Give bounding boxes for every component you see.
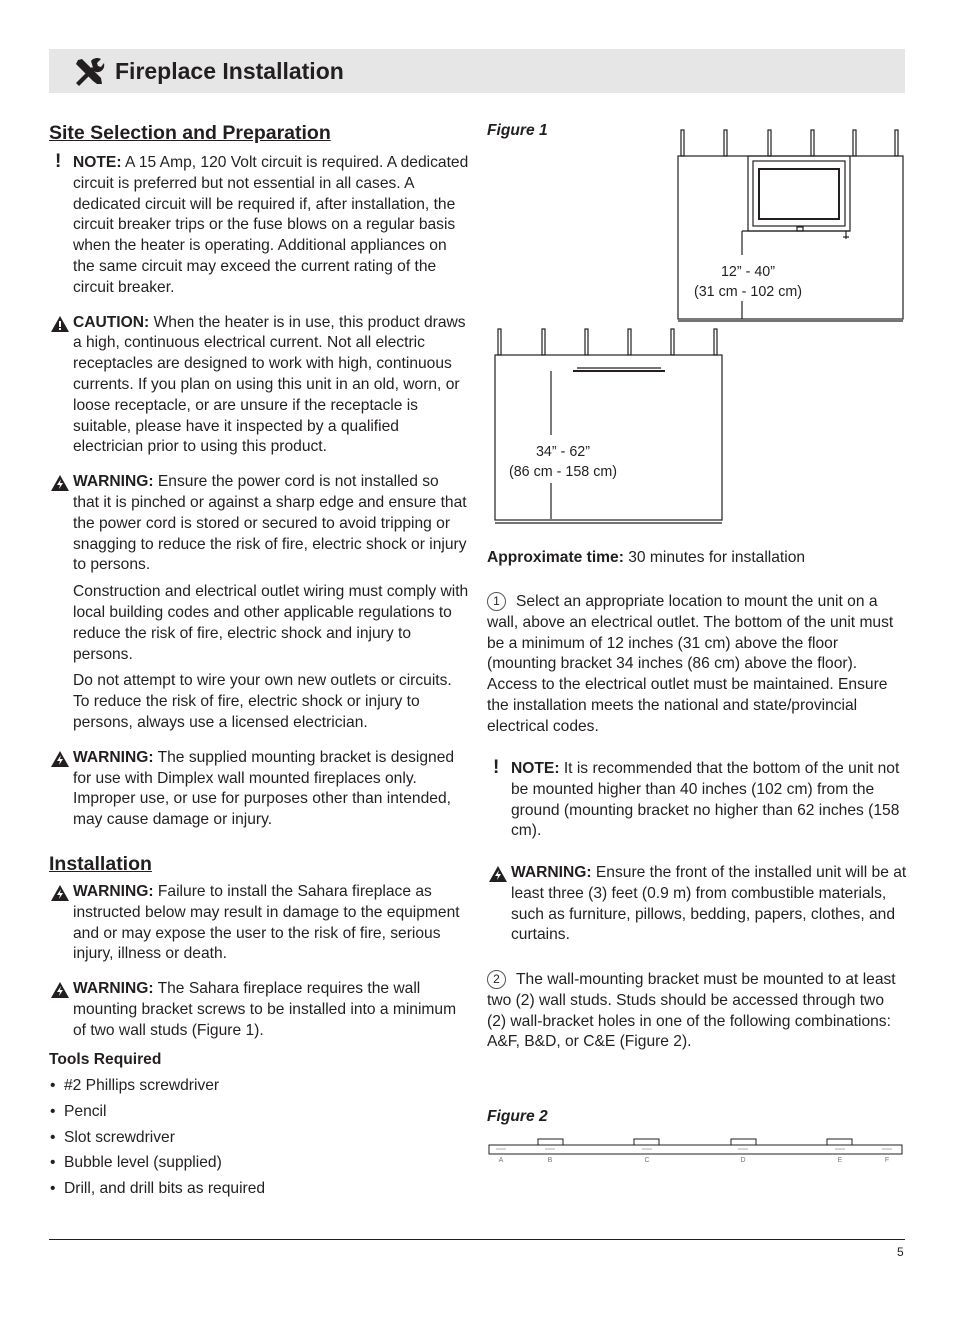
step-2: 2 The wall-mounting bracket must be mounted to at least two (2) wall studs. Studs should be accessed through two (2) wall-bracket holes in one of the following combinations: A&F, B&D, or C&E (Figure 2).	[487, 971, 896, 1051]
note-block: ! NOTE: A 15 Amp, 120 Volt circuit is required. A dedicated circuit is preferred but not essential in all cases. A dedicated circuit will be required if, after installation, the circuit breaker trips or the fuse blows on a regular basis when the heater is operating. Additional appliances on the same circuit may exceed the current rating of the circuit breaker.	[55, 151, 469, 296]
step-number: 2	[487, 970, 506, 989]
step-1: 1 Select an appropriate location to mount the unit on a wall, above an electrical outlet. The bottom of the unit must be a minimum of 12 inches (31 cm) above the floor (mounting bracket 34 inches (86 cm) above the floor). Access to the electrical outlet must be maintained. Ensure the installation meets the national and state/provincial electrical codes.	[487, 593, 894, 735]
list-item: • Drill, and drill bits as required	[49, 1176, 469, 1202]
figure-1-diagram	[487, 125, 907, 525]
hole-label: A	[498, 1157, 504, 1164]
hole-label: B	[547, 1157, 553, 1164]
page-title: Fireplace Installation	[115, 58, 344, 84]
warning-icon	[50, 884, 70, 902]
note-block: ! NOTE: It is recommended that the bottom of the unit not be mounted higher than 40 inches (102 cm) from the ground (mounting bracket no higher than 62 inches (158 cm).	[493, 757, 900, 840]
warning-icon	[50, 474, 70, 492]
exclamation-icon: !	[55, 151, 62, 172]
warning-block: WARNING: Failure to install the Sahara fireplace as instructed below may result in damage to the equipment and or may expose the user to the risk of fire, serious injury, illness or death.	[49, 882, 469, 965]
figure-1-label: Figure 1	[487, 122, 548, 139]
dimension-label: 34” - 62”	[535, 444, 591, 460]
installation-heading: Installation	[49, 852, 152, 875]
warning-icon	[50, 981, 70, 999]
tools-list	[49, 1073, 469, 1201]
warning-block: WARNING: The Sahara fireplace requires the wall mounting bracket screws to be installed into a minimum of two wall studs (Figure 1).	[49, 979, 469, 1041]
hole-label: D	[740, 1157, 746, 1164]
warning-block: WARNING: The supplied mounting bracket is designed for use with Dimplex wall mounted fireplaces only. Improper use, or use for purposes other than intended, may cause damage or injury.	[49, 748, 469, 831]
footer-divider	[49, 1239, 905, 1240]
hole-label: E	[837, 1157, 843, 1164]
site-selection-heading: Site Selection and Preparation	[49, 122, 331, 144]
dimension-label: (31 cm - 102 cm)	[693, 284, 803, 300]
left-column	[49, 122, 469, 1201]
warning-block: WARNING: Ensure the power cord is not installed so that it is pinched or against a sharp edge and ensure that the power cord is stored or secured to avoid tripping or snagging to reduce the risk of fire, electric shock or injury to persons. Construction and electrical outlet wiring must comply with local building codes and other applicable regulations to reduce the risk of fire, electric shock and injury to persons. Do not attempt to wire your own new outlets or circuits. To reduce the risk of fire, electric shock or injury to persons, always use a licensed electrician.	[49, 472, 469, 734]
tools-icon	[73, 57, 105, 87]
warning-icon	[488, 865, 508, 883]
figure-2-label: Figure 2	[487, 1108, 548, 1125]
caution-block: CAUTION: When the heater is in use, this product draws a high, continuous electrical current. Not all electric receptacles are designed to work with high, continuous currents. If you plan on using this unit in an old, worn, or loose receptacle, or are unsure if the receptacle is suitable, please have it inspected by a qualified electrician prior to using this product.	[49, 313, 469, 459]
warning-icon	[50, 750, 70, 768]
section-header	[49, 49, 905, 93]
tools-required-heading: Tools Required	[49, 1051, 162, 1069]
list-item: • #2 Phillips screwdriver	[49, 1073, 469, 1099]
figure-2-diagram	[487, 1134, 907, 1164]
list-item: • Pencil	[49, 1099, 469, 1125]
hole-label: C	[644, 1157, 650, 1164]
dimension-label: 12” - 40”	[720, 264, 776, 280]
step-number: 1	[487, 592, 506, 611]
list-item: • Bubble level (supplied)	[49, 1150, 469, 1176]
page-number: 5	[897, 1245, 904, 1259]
exclamation-icon: !	[493, 757, 500, 778]
hole-label: F	[884, 1157, 890, 1164]
warning-block: WARNING: Ensure the front of the installed unit will be at least three (3) feet (0.9 m) from combustible materials, such as furniture, pillows, bedding, papers, clothes, and curtains.	[487, 863, 907, 952]
dimension-label: (86 cm - 158 cm)	[508, 464, 618, 480]
approximate-time: Approximate time: 30 minutes for installation	[487, 549, 806, 566]
caution-icon	[50, 315, 70, 333]
list-item: • Slot screwdriver	[49, 1125, 469, 1151]
